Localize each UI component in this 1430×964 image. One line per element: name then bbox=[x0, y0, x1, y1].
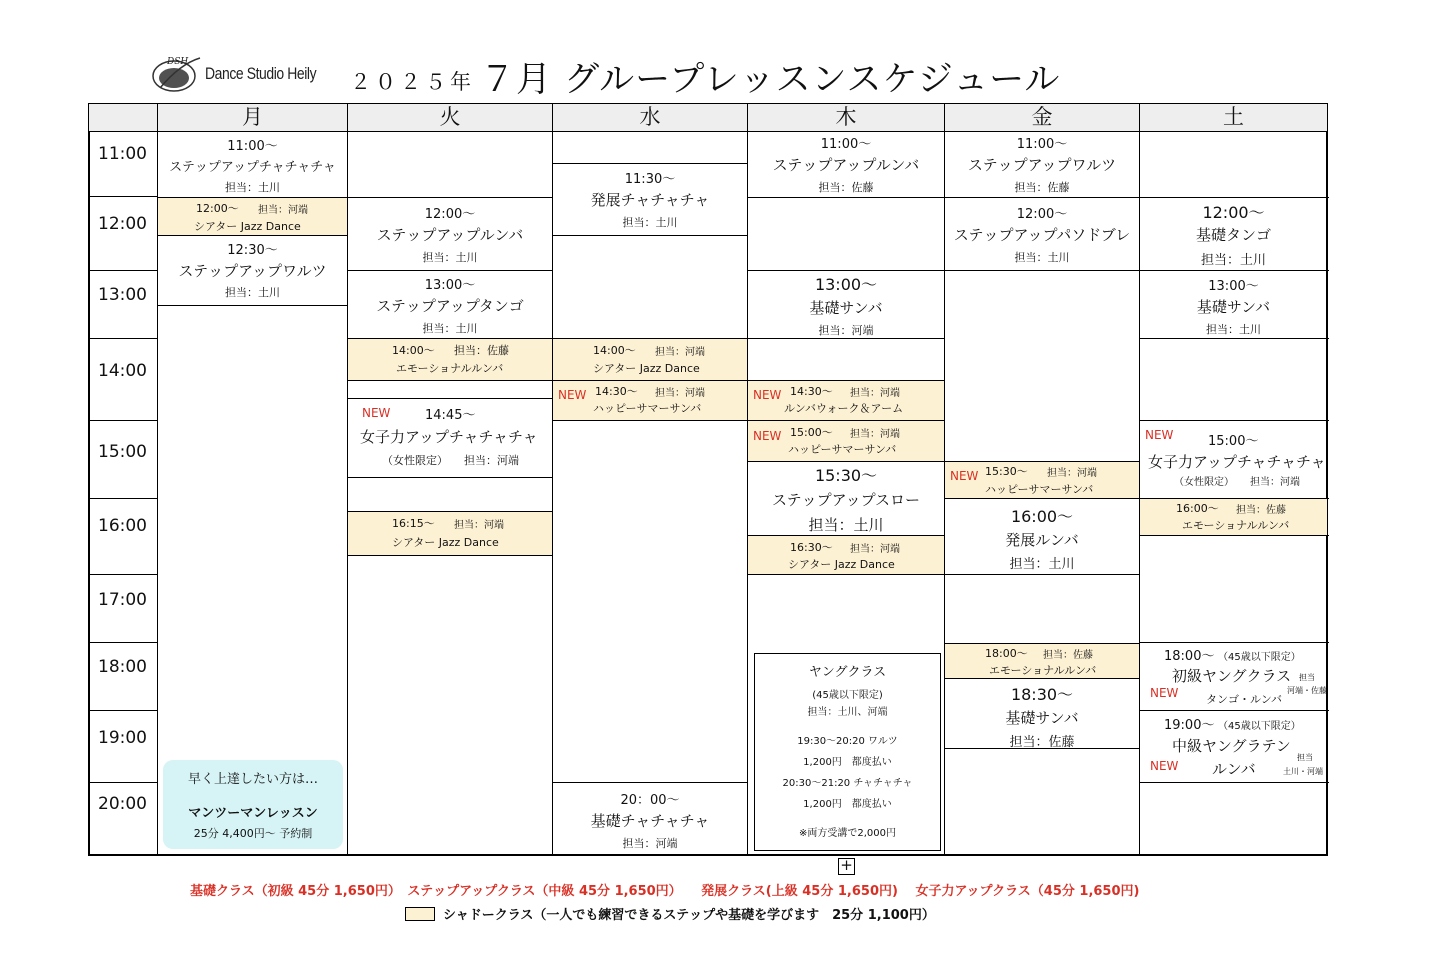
lesson-teacher: 担当：河端 bbox=[454, 520, 504, 531]
lesson-teacher: 担当：河端 bbox=[622, 837, 678, 850]
lesson-teacher: 担当：河端 bbox=[1250, 477, 1300, 488]
lesson-teacher: 担当：河端 bbox=[655, 388, 705, 399]
day-header-sat: 土 bbox=[1140, 104, 1327, 131]
lesson-time: 14:00〜 bbox=[593, 344, 636, 357]
lesson-time: 15:30〜 bbox=[814, 466, 878, 485]
lesson-cell bbox=[158, 135, 347, 195]
lesson-cell bbox=[553, 168, 747, 230]
lesson-time: 18:30〜 bbox=[1010, 685, 1074, 704]
lesson-teacher: 担当：佐藤 bbox=[454, 344, 509, 357]
new-badge: NEW bbox=[362, 406, 391, 420]
lesson-name: 基礎サンバ bbox=[1005, 709, 1079, 727]
lesson-name: 中級ヤングラテン bbox=[1172, 737, 1291, 755]
lesson-dances: タンゴ・ルンバ bbox=[1206, 693, 1282, 706]
lesson-time: 13:00〜 bbox=[1208, 279, 1259, 294]
time-label: 14:00 bbox=[98, 361, 147, 381]
lesson-note: （女性限定） bbox=[1174, 477, 1234, 488]
lesson-cell bbox=[348, 203, 552, 265]
lesson-cell bbox=[945, 504, 1139, 572]
lesson-teacher: 担当：河端 bbox=[464, 454, 519, 467]
lesson-teacher-label: 担当 bbox=[1297, 753, 1313, 762]
lesson-name: ステップアップチャチャチャ bbox=[169, 160, 336, 175]
young-limit: (45歳以下限定) bbox=[812, 690, 883, 701]
promo-line: 早く上達したい方は… bbox=[187, 772, 318, 787]
lesson-cell bbox=[1140, 200, 1327, 268]
lesson-name: 初級ヤングクラス bbox=[1172, 667, 1292, 685]
lesson-teacher: 担当：土川 bbox=[225, 286, 280, 299]
lesson-name: ステップアップルンバ bbox=[376, 226, 524, 244]
lesson-name: ルンバウォーク＆アーム bbox=[784, 402, 904, 415]
lesson-name: シアター Jazz Dance bbox=[194, 220, 301, 233]
time-label: 18:00 bbox=[98, 657, 147, 677]
lesson-name: ハッピーサマーサンバ bbox=[593, 402, 702, 415]
lesson-time: 19:00〜 bbox=[1164, 718, 1215, 733]
studio-logo bbox=[150, 52, 330, 98]
lesson-cell bbox=[348, 274, 552, 336]
lesson-teacher: 担当：佐藤 bbox=[1043, 650, 1093, 661]
lesson-cell bbox=[1140, 714, 1327, 780]
lesson-cell bbox=[348, 404, 552, 474]
corner-cell bbox=[89, 104, 157, 131]
lesson-time: 11:30〜 bbox=[624, 172, 676, 187]
new-badge: NEW bbox=[950, 469, 979, 483]
lesson-time: 13:00〜 bbox=[814, 275, 878, 294]
time-label: 11:00 bbox=[98, 144, 147, 164]
lesson-time: 20：00〜 bbox=[620, 793, 680, 808]
time-label: 20:00 bbox=[98, 794, 147, 814]
lesson-limit: （45歳以下限定） bbox=[1218, 652, 1301, 663]
lesson-cell bbox=[748, 463, 944, 535]
lesson-teacher-label: 担当 bbox=[1299, 673, 1315, 682]
expand-icon[interactable]: + bbox=[838, 858, 855, 875]
lesson-teacher: 担当：河端 bbox=[850, 544, 900, 555]
lesson-name: 基礎サンバ bbox=[809, 299, 883, 317]
young-price: 1,200円 都度払い bbox=[803, 757, 892, 768]
young-title: ヤングクラス bbox=[808, 665, 887, 680]
class-price-legend: 基礎クラス（初級 45分 1,650円） ステップアップクラス（中級 45分 1,650円） 発展クラス(上級 45分 1,650円) 女子力アップクラス（45分 1,650円) bbox=[190, 884, 1140, 899]
lesson-teacher: 河端・佐藤 bbox=[1287, 686, 1327, 695]
lesson-cell bbox=[748, 272, 944, 338]
lesson-teacher: 土川・河端 bbox=[1283, 767, 1323, 776]
lesson-teacher: 担当：佐藤 bbox=[1236, 505, 1286, 516]
lesson-time: 12:30〜 bbox=[227, 243, 278, 258]
page-title: ７月 グループレッスンスケジュール bbox=[480, 60, 1061, 100]
lesson-cell bbox=[553, 789, 747, 851]
lesson-time: 12:00〜 bbox=[1016, 207, 1068, 222]
lesson-time: 12:00〜 bbox=[196, 202, 239, 215]
new-badge: NEW bbox=[1145, 428, 1174, 442]
new-badge: NEW bbox=[1150, 759, 1179, 773]
lesson-cell bbox=[158, 239, 347, 300]
lesson-name: ステップアップルンバ bbox=[772, 156, 920, 174]
lesson-teacher: 担当：土川 bbox=[422, 322, 478, 335]
lesson-name: 女子力アップチャチャチャ bbox=[360, 428, 538, 446]
lesson-time: 16:15〜 bbox=[392, 517, 435, 530]
day-header-thu: 木 bbox=[748, 104, 944, 131]
lesson-time: 16:00〜 bbox=[1176, 502, 1219, 515]
young-chacha: 20:30〜21:20 チャチャチャ bbox=[782, 778, 913, 789]
lesson-teacher: 担当：河端 bbox=[850, 429, 900, 440]
lesson-name: シアター Jazz Dance bbox=[788, 558, 895, 571]
new-badge: NEW bbox=[558, 388, 587, 402]
time-label: 19:00 bbox=[98, 728, 147, 748]
promo-price: 25分 4,400円〜 予約制 bbox=[193, 827, 313, 840]
time-label: 13:00 bbox=[98, 285, 147, 305]
lesson-name: 基礎タンゴ bbox=[1195, 226, 1271, 244]
new-badge: NEW bbox=[753, 429, 782, 443]
lesson-name: ハッピーサマーサンバ bbox=[985, 483, 1094, 496]
lesson-teacher: 担当：土川 bbox=[1206, 323, 1261, 336]
lesson-time: 12:00〜 bbox=[424, 207, 476, 222]
lesson-cell bbox=[1140, 645, 1327, 709]
lesson-time: 14:00〜 bbox=[392, 344, 435, 357]
young-both: ※両方受講で2,000円 bbox=[798, 828, 896, 839]
lesson-cell bbox=[1140, 275, 1327, 337]
lesson-limit: （45歳以下限定） bbox=[1218, 721, 1301, 732]
young-class-box bbox=[754, 653, 941, 851]
day-header-fri: 金 bbox=[945, 104, 1139, 131]
lesson-time: 11:00〜 bbox=[227, 139, 278, 154]
lesson-teacher: 担当：河端 bbox=[818, 324, 874, 337]
lesson-name: エモーショナルルンバ bbox=[396, 362, 504, 375]
shadow-class-legend bbox=[405, 904, 935, 923]
lesson-name: ステップアップスロー bbox=[771, 491, 921, 509]
lesson-name: 基礎サンバ bbox=[1196, 298, 1271, 316]
lesson-teacher: 担当：河端 bbox=[258, 205, 308, 216]
lesson-cell bbox=[1140, 428, 1327, 494]
schedule-year: ２０２５年 bbox=[350, 70, 475, 94]
lesson-teacher: 担当：土川 bbox=[225, 181, 280, 194]
lesson-name: ステップアップパソドブレ bbox=[953, 226, 1131, 244]
lesson-time: 15:00〜 bbox=[1208, 434, 1259, 449]
lesson-dance: ルンバ bbox=[1212, 760, 1256, 778]
lesson-time: 16:30〜 bbox=[790, 541, 833, 554]
lesson-name: ステップアップワルツ bbox=[967, 156, 1117, 174]
lesson-name: エモーショナルルンバ bbox=[1182, 519, 1290, 532]
time-label: 17:00 bbox=[98, 590, 147, 610]
lesson-time: 13:00〜 bbox=[424, 278, 476, 293]
logo-mark: DSH bbox=[167, 57, 189, 67]
shadow-legend-text: シャドークラス（一人でも練習できるステップや基礎を学びます 25分 1,100円） bbox=[443, 908, 935, 923]
lesson-time: 12:00〜 bbox=[1202, 203, 1265, 222]
private-lesson-promo bbox=[163, 760, 343, 849]
lesson-teacher: 担当：土川 bbox=[1009, 557, 1075, 572]
young-price: 1,200円 都度払い bbox=[803, 799, 892, 810]
lesson-name: ステップアップタンゴ bbox=[376, 297, 524, 315]
lesson-name: エモーショナルルンバ bbox=[989, 664, 1097, 677]
lesson-name: 女子力アップチャチャチャ bbox=[1148, 453, 1326, 471]
lesson-teacher: 担当：土川 bbox=[1014, 251, 1070, 264]
young-teacher: 担当：土川、河端 bbox=[807, 707, 888, 718]
lesson-cell bbox=[945, 203, 1139, 265]
lesson-teacher: 担当：河端 bbox=[850, 388, 900, 399]
lesson-time: 18:00〜 bbox=[1164, 649, 1215, 664]
time-label: 16:00 bbox=[98, 516, 147, 536]
lesson-teacher: 担当：佐藤 bbox=[1014, 181, 1070, 194]
lesson-name: 発展チャチャチャ bbox=[590, 191, 710, 209]
lesson-teacher: 担当：土川 bbox=[422, 251, 478, 264]
lesson-time: 14:30〜 bbox=[790, 385, 833, 398]
new-badge: NEW bbox=[1150, 686, 1179, 700]
lesson-note: （女性限定） bbox=[382, 454, 448, 467]
lesson-name: ハッピーサマーサンバ bbox=[788, 443, 897, 456]
lesson-name: 基礎チャチャチャ bbox=[590, 812, 710, 830]
lesson-time: 16:00〜 bbox=[1010, 507, 1074, 526]
lesson-teacher: 担当：佐藤 bbox=[1009, 735, 1075, 750]
lesson-teacher: 担当：土川 bbox=[1200, 253, 1266, 268]
lesson-teacher: 担当：河端 bbox=[655, 347, 705, 358]
lesson-teacher: 担当：土川 bbox=[808, 516, 884, 534]
lesson-teacher: 担当：土川 bbox=[622, 216, 678, 229]
lesson-time: 11:00〜 bbox=[820, 137, 872, 152]
lesson-cell bbox=[945, 682, 1139, 750]
lesson-time: 11:00〜 bbox=[1016, 137, 1068, 152]
lesson-time: 15:30〜 bbox=[985, 465, 1028, 478]
lesson-teacher: 担当：佐藤 bbox=[818, 181, 874, 194]
lesson-time: 14:30〜 bbox=[595, 385, 638, 398]
lesson-name: 発展ルンバ bbox=[1005, 531, 1079, 549]
day-header-tue: 火 bbox=[348, 104, 552, 131]
young-waltz: 19:30〜20:20 ワルツ bbox=[797, 736, 898, 747]
lesson-time: 15:00〜 bbox=[790, 426, 833, 439]
lesson-time: 14:45〜 bbox=[425, 408, 476, 423]
lesson-cell bbox=[945, 133, 1139, 195]
lesson-name: ステップアップワルツ bbox=[178, 262, 327, 280]
lesson-name: シアター Jazz Dance bbox=[392, 536, 499, 549]
day-header-mon: 月 bbox=[158, 104, 347, 131]
promo-title: マンツーマンレッスン bbox=[188, 806, 318, 821]
lesson-cell bbox=[748, 133, 944, 195]
time-label: 15:00 bbox=[98, 442, 147, 462]
lesson-teacher: 担当：河端 bbox=[1047, 468, 1097, 479]
day-header-wed: 水 bbox=[553, 104, 747, 131]
logo-text: Dance Studio Heily bbox=[205, 64, 317, 83]
lesson-name: シアター Jazz Dance bbox=[593, 362, 700, 375]
new-badge: NEW bbox=[753, 388, 782, 402]
lesson-time: 18:00〜 bbox=[985, 647, 1028, 660]
time-label: 12:00 bbox=[98, 214, 147, 234]
shadow-swatch bbox=[405, 907, 435, 921]
